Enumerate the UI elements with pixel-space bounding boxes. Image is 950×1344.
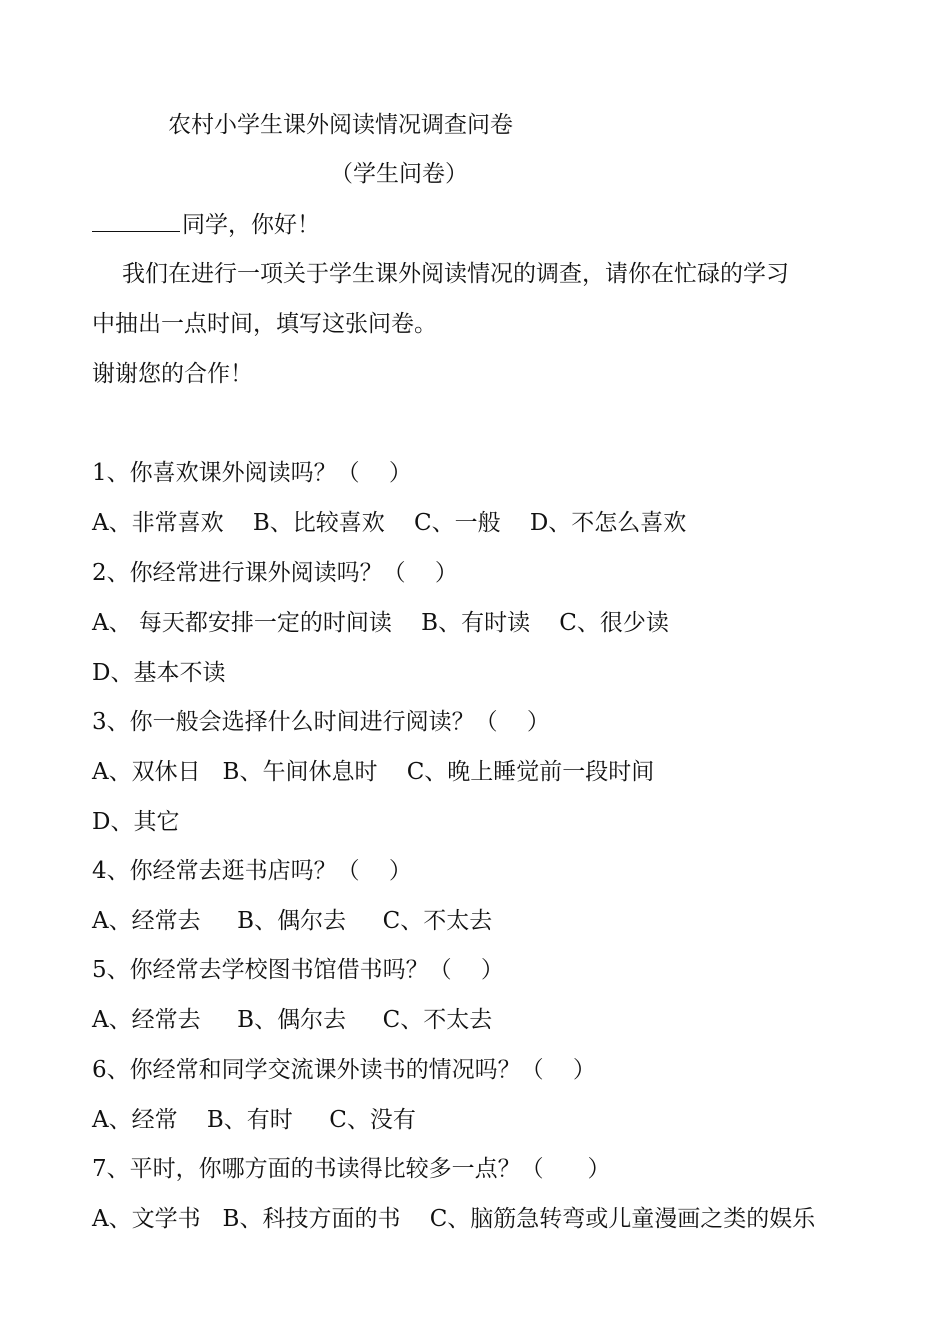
question-2: 2、你经常进行课外阅读吗？（ ）: [92, 560, 458, 586]
question-3-options: A、双休日 B、午间休息时 C、晚上睡觉前一段时间: [92, 759, 655, 785]
question-7: 7、平时，你哪方面的书读得比较多一点？（ ）: [92, 1156, 611, 1182]
question-5: 5、你经常去学校图书馆借书吗？（ ）: [92, 957, 504, 983]
question-1: 1、你喜欢课外阅读吗？（ ）: [92, 460, 412, 486]
document-subtitle: （学生问卷）: [330, 161, 468, 187]
question-3-options-2: D、其它: [92, 809, 180, 835]
question-5-options: A、经常去 B、偶尔去 C、不太去: [92, 1007, 493, 1033]
greeting-line: [92, 209, 320, 240]
thanks-line: 谢谢您的合作！: [92, 361, 253, 387]
document-title: 农村小学生课外阅读情况调查问卷: [168, 112, 513, 138]
question-6: 6、你经常和同学交流课外读书的情况吗？（ ）: [92, 1057, 596, 1083]
question-4: 4、你经常去逛书店吗？（ ）: [92, 858, 412, 884]
intro-line-2: 中抽出一点时间，填写这张问卷。: [92, 311, 437, 337]
question-3: 3、你一般会选择什么时间进行阅读？（ ）: [92, 709, 550, 735]
intro-line-1: 我们在进行一项关于学生课外阅读情况的调查，请你在忙碌的学习: [122, 261, 789, 287]
question-6-options: A、经常 B、有时 C、没有: [92, 1107, 416, 1133]
question-4-options: A、经常去 B、偶尔去 C、不太去: [92, 908, 493, 934]
question-2-options-2: D、基本不读: [92, 660, 226, 686]
question-2-options: A、 每天都安排一定的时间读 B、有时读 C、很少读: [92, 610, 669, 636]
question-7-options: A、文学书 B、科技方面的书 C、脑筋急转弯或儿童漫画之类的娱乐: [92, 1206, 816, 1232]
greeting-text: 同学，你好！: [182, 212, 320, 238]
name-blank: [92, 209, 180, 232]
question-1-options: A、非常喜欢 B、比较喜欢 C、一般 D、不怎么喜欢: [92, 510, 687, 536]
